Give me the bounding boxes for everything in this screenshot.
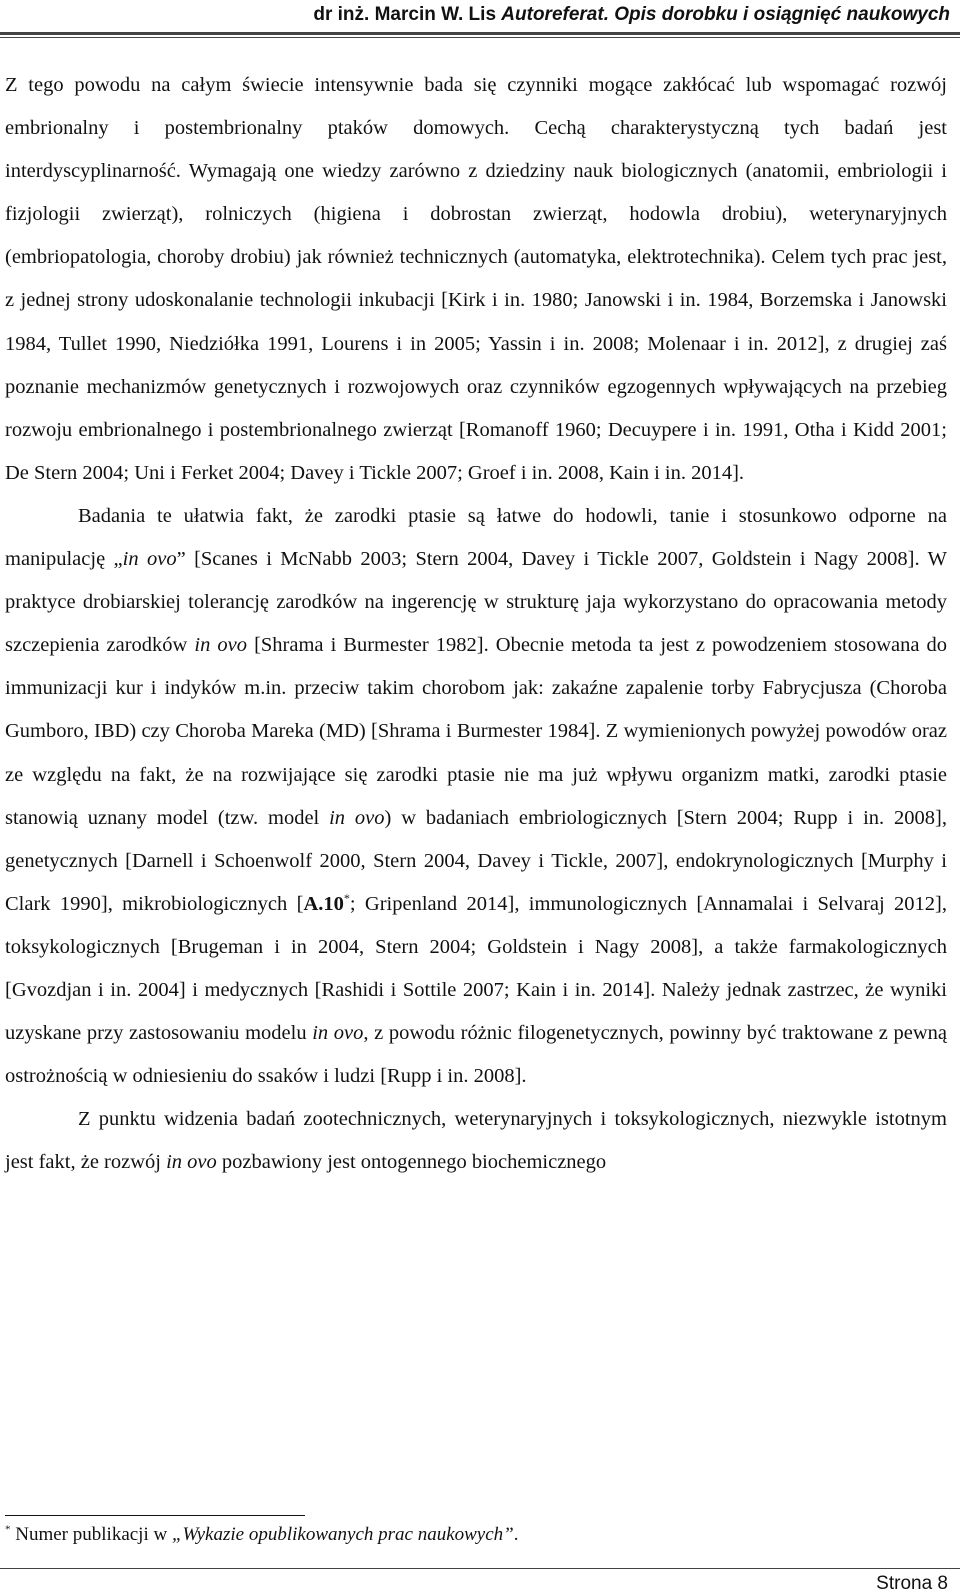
- p2-text-1: Badania te ułatwia fakt, że zarodki ptasie są łatwe do hodowli, tanie i stosunkowo odporne na manipulację „: [5, 504, 947, 571]
- ref-footnote-mark: *: [343, 890, 350, 905]
- p1-text: Z tego powodu na całym świecie intensywnie bada się czynniki mogące zakłócać lub wspomagać rozwój embrionalny i postembrionalny ptaków domowych. Cechą charakterystyczną tych badań jest interdyscyplinarność. Wymagają one wiedzy zarówno z dziedziny nauk biologicznych (anatomii, embriologii i fizjologii zwierząt), rolniczych (higiena i dobrostan zwierząt, hodowla drobiu), weterynaryjnych (embriopatologia, choroby drobiu) jak również technicznych (automatyka, elektrotechnika). Celem tych prac jest, z jednej strony udoskonalanie technologii inkubacji [Kirk i in. 1980; Janowski i in. 1984, Borzemska i Janowski 1984, Tullet 1990, Niedziółka 1991, Lourens i in 2005; Yassin i in. 2008; Molenaar i in. 2012], z drugiej zaś poznanie mechanizmów genetycznych i rozwojowych oraz czynników egzogennych wpływających na przebieg rozwoju embrionalnego i postembrionalnego zwierząt [Romanoff 1960; Decuypere i in. 1991, Otha i Kidd 2001; De Stern 2004; Uni i Ferket 2004; Davey i Tickle 2007; Groef i in. 2008, Kain i in. 2014].: [5, 74, 947, 484]
- paragraph-3: [5, 1098, 947, 1184]
- header-rule: [0, 32, 960, 38]
- p3-text-1: Z punktu widzenia badań zootechnicznych, weterynaryjnych i toksykologicznych, niezwykle istotnym jest fakt, że rozwój: [5, 1108, 947, 1174]
- footnote-title: „Wykazie opublikowanych prac naukowych”: [171, 1524, 514, 1545]
- p3-in-ovo: in ovo: [166, 1151, 217, 1174]
- p2-in-ovo-2: in ovo: [194, 634, 248, 657]
- paragraph-2: [5, 495, 947, 1098]
- p2-text-5: [Shrama i Burmester 1982]. Obecnie metoda ta jest z powodzeniem stosowana do immunizacji kur i indyków m.in. przeciw takim chorobom jak: zakaźne zapalenie torby Fabrycjusza (Choroba Gumboro, IBD) czy Choroba Mareka (MD) [Shrama i Burmester 1984]. Z wymienionych powyżej powodów oraz ze względu na fakt, że na rozwijające się zarodki ptasie nie ma już wpływu organizm matki, zarodki ptasie stanowią uznany model (tzw. model: [5, 634, 948, 829]
- page-number: Strona 8: [876, 1573, 948, 1594]
- p2-text-10: , z powodu różnic filogenetycznych, powinny być traktowane z pewną ostrożnością w odniesieniu do ssaków i ludzi [Rupp i in. 2008].: [5, 1022, 947, 1088]
- footnote: [5, 1522, 519, 1548]
- footnote-mark: *: [5, 1523, 11, 1536]
- p2-text-3: ” [Scanes i McNabb 2003; Stern 2004, Davey i Tickle 2007, Goldstein i Nagy 2008]. W praktyce drobiarskiej tolerancję zarodków na ingerencję w strukturę jaja wykorzystano do opracowania metody szczepienia zarodków: [5, 548, 947, 657]
- p3-text-3: pozbawiony jest ontogennego biochemicznego: [216, 1151, 607, 1174]
- p2-in-ovo-1: in ovo: [122, 548, 177, 571]
- p2-in-ovo-3: in ovo: [329, 806, 385, 829]
- header-title: Autoreferat. Opis dorobku i osiągnięć naukowych: [501, 4, 950, 25]
- footnote-text-3: .: [513, 1524, 519, 1545]
- page-header: [0, 0, 960, 36]
- footer-rule: [0, 1568, 960, 1569]
- p2-text-7: ) w badaniach embriologicznych [Stern 2004; Rupp i in. 2008], genetycznych [Darnell i Schoenwolf 2000, Stern 2004, Davey i Tickle, 2007], endokrynologicznych [Murphy i Clark 1990], mikrobiologicznych [: [5, 806, 947, 915]
- paragraph-1: [5, 64, 947, 495]
- footnote-text-1: Numer publikacji w: [10, 1524, 172, 1545]
- footnote-separator: [5, 1515, 305, 1516]
- header-author: dr inż. Marcin W. Lis: [313, 4, 497, 25]
- publication-ref: A.10: [303, 892, 344, 915]
- p2-text-8: ; Gripenland 2014], immunologicznych [Annamalai i Selvaraj 2012], toksykologicznych [Brugeman i in 2004, Stern 2004; Goldstein i Nagy 2008], a także farmakologicznych [Gvozdjan i in. 2004] i medycznych [Rashidi i Sottile 2007; Kain i in. 2014]. Należy jednak zastrzec, że wyniki uzyskane przy zastosowaniu modelu: [5, 892, 947, 1045]
- document-body: [5, 64, 947, 1184]
- p2-in-ovo-4: in ovo: [312, 1022, 364, 1045]
